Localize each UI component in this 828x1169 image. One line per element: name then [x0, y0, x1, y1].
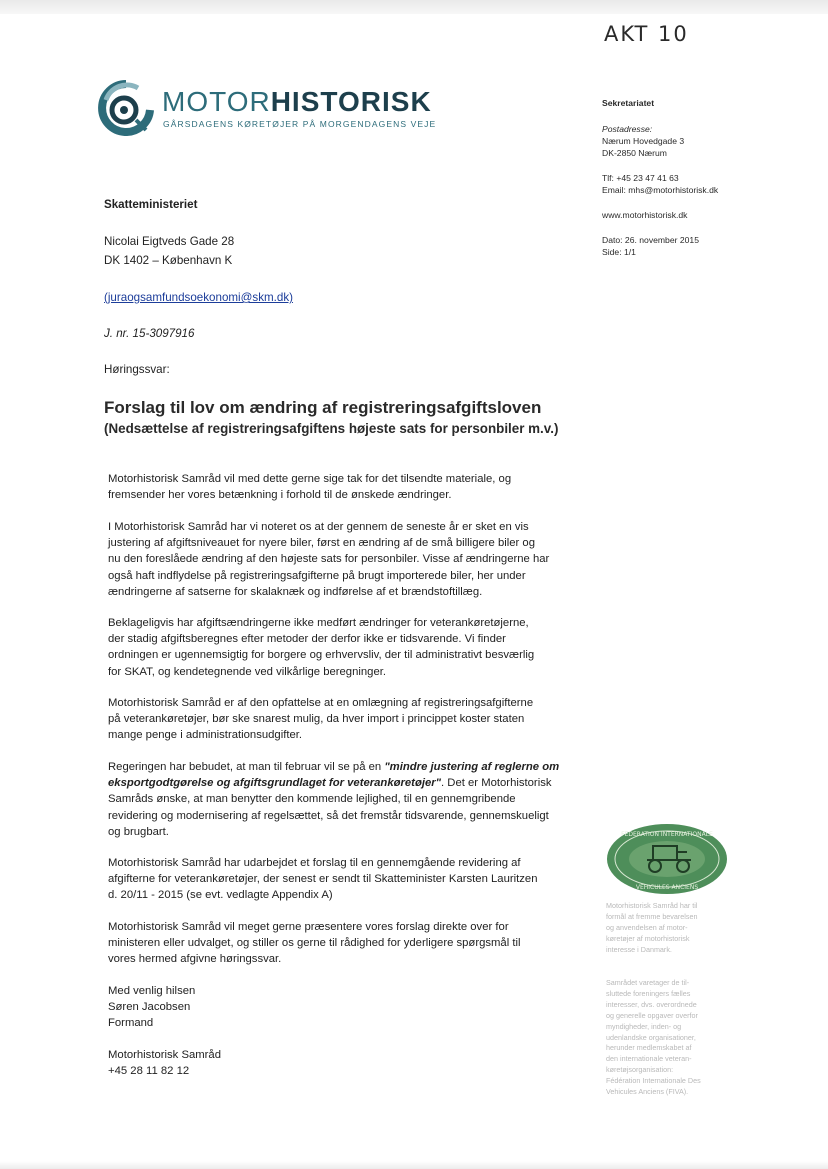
paragraph-line: der stadig afgiftsberegnes efter metoder der derfor ikke er tidsvarende. Vi finder	[108, 633, 506, 646]
hearing-label: Høringssvar:	[104, 363, 170, 376]
logo-word-histor: HISTOR	[270, 86, 382, 117]
sidebar-line: Motorhistorisk Samråd har til	[606, 901, 698, 910]
sender-phone: Tlf: +45 23 47 41 63	[602, 173, 679, 183]
letter-page-number: Side: 1/1	[602, 247, 636, 257]
sender-postal-label: Postadresse:	[602, 124, 653, 134]
paragraph-line: Motorhistorisk Samråd vil meget gerne præsentere vores forslag direkte over for	[108, 921, 509, 933]
signer-organization: Motorhistorisk Samråd	[108, 1049, 222, 1061]
sidebar-purpose	[606, 901, 746, 956]
sender-web[interactable]: www.motorhistorisk.dk	[602, 210, 688, 220]
paragraph-3	[108, 615, 588, 680]
logo-word-sk: SK	[390, 86, 432, 117]
sidebar-line: interesse i Danmark.	[606, 944, 672, 954]
paragraph-line: vores hermed afgivne høringssvar.	[108, 953, 282, 966]
wheel-logo-icon	[96, 80, 156, 136]
paragraph-line: mange penge i administrationsudgifter.	[108, 729, 303, 742]
sidebar-line: sluttede foreningers fælles	[606, 988, 691, 998]
sidebar-line: Fédération Internationale Des	[606, 1076, 701, 1086]
paragraph-line: Motorhistorisk Samråd er af den opfattelse at en omlægning af registreringsafgifterne	[108, 697, 534, 709]
sidebar-line: køretøjsorganisation:	[606, 1065, 674, 1075]
paragraph-2	[108, 519, 588, 600]
paragraph-line: for SKAT, og kendetegnende ved vilkårlige beregninger.	[108, 665, 387, 678]
sidebar-line: myndigheder, inden- og	[606, 1021, 682, 1031]
paragraph-line: og brugbart.	[108, 825, 169, 838]
paragraph-line: ordningen er ugennemsigtig for borgere og erhvervsliv, der til administrativt besværlig	[108, 649, 535, 662]
recipient-street: Nicolai Eigtveds Gade 28	[104, 235, 235, 248]
paragraph-4	[108, 695, 588, 744]
sender-email[interactable]: Email: mhs@motorhistorisk.dk	[602, 185, 719, 195]
paragraph-line: d. 20/11 - 2015 (se evt. vedlagte Appendix A)	[108, 889, 333, 902]
paragraph-line: ændringerne af satserne for skalaknæk og indførelse af et brændstoftillæg.	[108, 585, 483, 598]
letter-date: Dato: 26. november 2015	[602, 235, 699, 245]
paragraph-line: ministeren eller udvalget, og stiller os gerne til rådighed for yderligere spørgsmål til	[108, 937, 521, 950]
sidebar-role	[606, 978, 746, 1098]
handwritten-stamp: AKT 10	[604, 22, 689, 46]
journal-number: J. nr. 15-3097916	[104, 327, 195, 340]
sidebar-line: Vehicules Anciens (FIVA).	[606, 1087, 689, 1097]
paragraph-line: justering af afgiftsniveauet for nyere biler, først en ændring af de små billigere biler og	[108, 537, 535, 550]
recipient-email-link[interactable]: (juraogsamfundsoekonomi@skm.dk)	[104, 291, 293, 304]
scan-top-edge	[0, 0, 828, 14]
scan-bottom-edge	[0, 1161, 828, 1169]
paragraph-line: Motorhistorisk Samråd har udarbejdet et forslag til en gennemgående revidering af	[108, 857, 521, 869]
paragraph-line: revidering og modernisering af regelsættet, så det fremstår tidsvarende, gennemskueligt	[108, 809, 549, 822]
paragraph-line: eksportgodtgørelse og afgiftsgrundlaget for veterankøretøjer". Det er Motorhistorisk	[108, 777, 552, 790]
paragraph-line: nu den foreslåede ændring af den højeste sats for personbiler. Visse af ændringerne har	[108, 553, 550, 566]
paragraph-7	[108, 919, 588, 968]
recipient-city: DK 1402 – København K	[104, 254, 233, 267]
sender-street: Nærum Hovedgade 3	[602, 136, 685, 146]
logo-tagline: GÅRSDAGENS KØRETØJER PÅ MORGENDAGENS VEJE	[163, 119, 437, 129]
logo-word-motor: MOTOR	[162, 86, 271, 117]
paragraph-line: Beklageligvis har afgiftsændringerne ikke medført ændringer for veterankøretøjerne,	[108, 617, 529, 629]
badge-top-text: FEDERATION INTERNATIONALE	[621, 831, 713, 838]
sidebar-line: den internationale veteran-	[606, 1054, 692, 1064]
paragraph-line: fremsender her vores betænkning i forhold til de ønskede ændringer.	[108, 489, 452, 502]
signer-role: Formand	[108, 1017, 154, 1030]
logo-wordmark	[162, 86, 432, 118]
sidebar-line: formål at fremme bevarelsen	[606, 911, 698, 921]
recipient-name: Skatteministeriet	[104, 198, 198, 211]
letter-title: Forslag til lov om ændring af registreringsafgiftsloven	[104, 398, 542, 417]
paragraph-line: også haft indflydelse på registreringsafgifterne på brugt importerede biler, her under	[108, 569, 526, 582]
sidebar-line: herunder medlemskabet af	[606, 1043, 692, 1053]
sender-section: Sekretariatet	[602, 98, 655, 108]
sidebar-line: køretøjer af motorhistorisk	[606, 933, 690, 943]
fiva-badge-icon	[605, 822, 729, 896]
signer-name: Søren Jacobsen	[108, 1001, 191, 1014]
paragraph-5	[108, 759, 588, 840]
closing-greeting: Med venlig hilsen	[108, 985, 196, 997]
signer-phone: +45 28 11 82 12	[108, 1065, 190, 1078]
closing-block	[108, 983, 588, 1032]
paragraph-1	[108, 471, 588, 503]
badge-bottom-text: VEHICULES ANCIENS	[635, 884, 699, 891]
paragraph-line: Regeringen har bebudet, at man til februar vil se på en "mindre justering af reglerne om	[108, 761, 560, 773]
signature-org-block	[108, 1047, 588, 1079]
paragraph-6	[108, 855, 588, 904]
sender-city: DK-2850 Nærum	[602, 148, 667, 158]
paragraph-line: på veterankøretøjer, bør ske snarest mulig, da hver import i princippet koster staten	[108, 713, 525, 726]
sidebar-line: Samrådet varetager de til-	[606, 978, 690, 987]
sidebar-line: udenlandske organisationer,	[606, 1032, 696, 1042]
sidebar-line: og generelle opgaver overfor	[606, 1010, 698, 1020]
sidebar-line: og anvendelsen af motor-	[606, 922, 688, 932]
sidebar-line: interesser, dvs. overordnede	[606, 999, 697, 1009]
paragraph-line: Samråds ønske, at man benytter den kommende lejlighed, til en gennemgribende	[108, 793, 516, 806]
company-logo	[96, 80, 436, 140]
paragraph-line: I Motorhistorisk Samråd har vi noteret os at der gennem de seneste år er sket en vis	[108, 521, 529, 533]
logo-i: I	[381, 86, 391, 117]
letter-subtitle: (Nedsættelse af registreringsafgiftens højeste sats for personbiler m.v.)	[104, 421, 559, 436]
paragraph-line: afgifterne for veterankøretøjer, der senest er sendt til Skatteminister Karsten Lauritzen	[108, 873, 538, 886]
paragraph-line: Motorhistorisk Samråd vil med dette gerne sige tak for det tilsendte materiale, og	[108, 473, 512, 485]
